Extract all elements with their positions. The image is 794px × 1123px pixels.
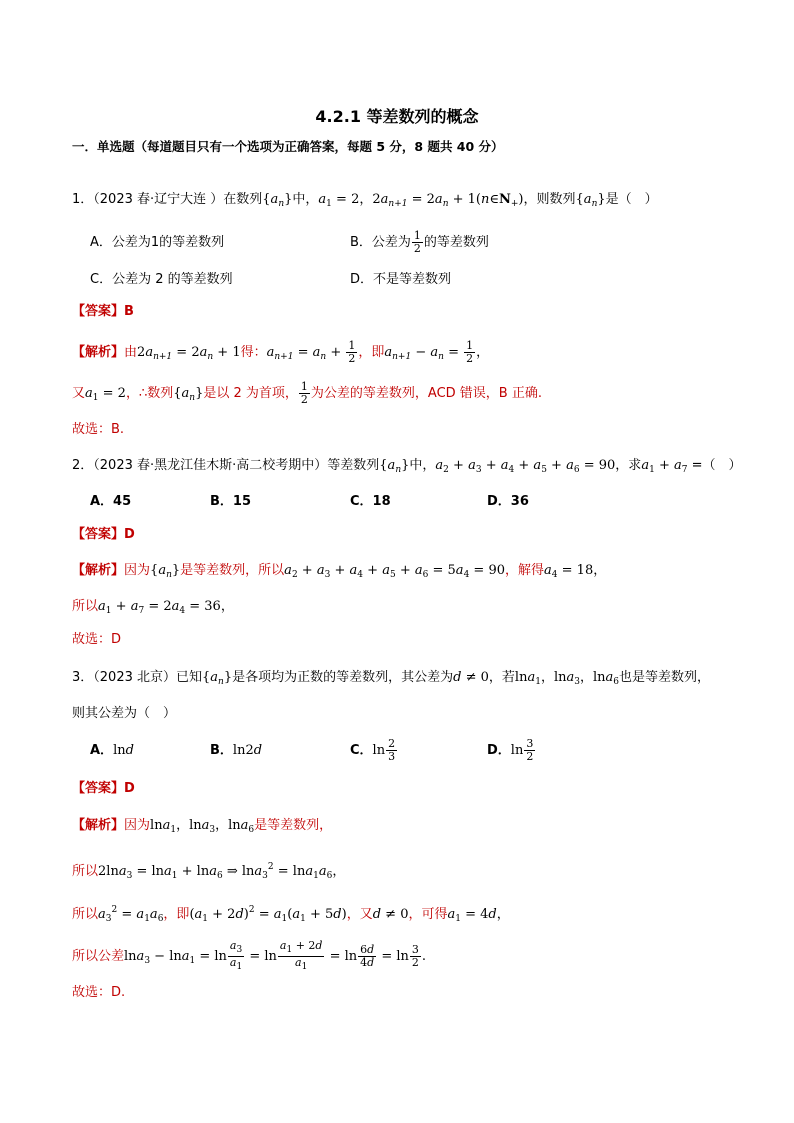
question-2-analysis-line-1: 【解析】因为$\{a_n\}$是等差数列，所以$a_2 + a_3 + a_4 + a_5 + a_6 = 5a_4 = 90$，解得$a_4 = 18$，: [72, 563, 607, 580]
question-2-analysis-line-2: 所以$a_1 + a_7 = 2a_4 = 36$，: [72, 599, 234, 616]
question-3-option-b: B．ln2d: [210, 743, 263, 758]
question-1-stem: 1．（2023 春·辽宁大连 ）在数列$\{a_n\}$中，$a_1 = 2$，$2a_{n+1} = 2a_n$ + $1(n\in N_+)$，则数列$\{a_n\}$是（ ）: [72, 192, 658, 209]
question-3-option-c: C．ln $\frac{2}{3}$: [350, 737, 396, 763]
question-1-answer: 【答案】B: [72, 304, 134, 319]
question-2-answer: 【答案】D: [72, 527, 135, 542]
question-3-option-a: A．lnd: [90, 743, 134, 758]
question-2-choice: 故选：D: [72, 632, 122, 647]
question-1-option-c: C．公差为 2 的等差数列: [90, 272, 233, 287]
question-2-option-a: A．45: [90, 494, 132, 509]
question-2-option-d: D．36: [487, 494, 529, 509]
question-3-stem: 3．（2023 北京）已知$\{a_n\}$是各项均为正数的等差数列，其公差为d ≠ 0，若lna$_1$，lna$_3$，lna$_6$也是等差数列，: [72, 670, 711, 687]
question-1-analysis-line-1: 【解析】由$2a_{n+1} = 2a_n + 1$得：$a_{n+1} = a_n$ + $\frac{1}{2}$ ，即$a_{n+1} - a_n$ = $\frac{1}{2}$ ，: [72, 339, 490, 365]
question-3-analysis-line-4: 所以公差lna$_3$ − lna$_1$ = ln $\frac{a_3}{a_1}$ = ln $\frac{a_1 + 2d}{a_1}$ = ln $\frac{6d}{4d}$ = ln $\frac{3}{2}$ .: [72, 939, 427, 972]
question-3-stem-line-2: 则其公差为（ ）: [72, 706, 177, 721]
page-title: 4.2.1 等差数列的概念: [315, 107, 479, 126]
question-2-option-c: C．18: [350, 494, 391, 509]
question-1-option-d: D．不是等差数列: [350, 272, 452, 287]
question-1-choice: 故选：B.: [72, 422, 125, 437]
section-heading: 一．单选题（每道题目只有一个选项为正确答案，每题 5 分，8 题共 40 分）: [72, 139, 504, 154]
question-1-analysis-line-2: 又$a_1 = 2$，∴数列$\{a_n\}$是以 2 为首项， $\frac{1}{2}$ 为公差的等差数列，ACD 错误，B 正确.: [72, 380, 542, 406]
question-2-stem: 2．（2023 春·黑龙江佳木斯·高二校考期中）等差数列$\{a_n\}$中，$a_2 + a_3 + a_4 + a_5 + a_6 = 90$，求$a_1 + a_7$ =（ ）: [72, 458, 742, 475]
question-2-option-b: B．15: [210, 494, 251, 509]
question-3-answer: 【答案】D: [72, 781, 135, 796]
question-3-analysis-line-2: 所以2lna$_3$ = lna$_1$ + lna$_6$ ⇒ $\ln a_3^2 = \ln a_1a_6$，: [72, 862, 346, 881]
question-3-analysis-line-3: 所以$a_3^2 = a_1a_6$，即$(a_1 + 2d)^2 = a_1(a_1 + 5d)$，又d ≠ 0，可得$a_1 = 4d$，: [72, 905, 510, 924]
question-3-option-d: D．ln $\frac{3}{2}$: [487, 737, 534, 763]
question-1-option-b: B．公差为 $\frac{1}{2}$ 的等差数列: [350, 229, 489, 255]
question-1-option-a: A．公差为1的等差数列: [90, 235, 225, 250]
question-3-analysis-line-1: 【解析】因为lna$_1$，lna$_3$，lna$_6$是等差数列，: [72, 818, 333, 835]
question-3-choice: 故选：D.: [72, 985, 126, 1000]
